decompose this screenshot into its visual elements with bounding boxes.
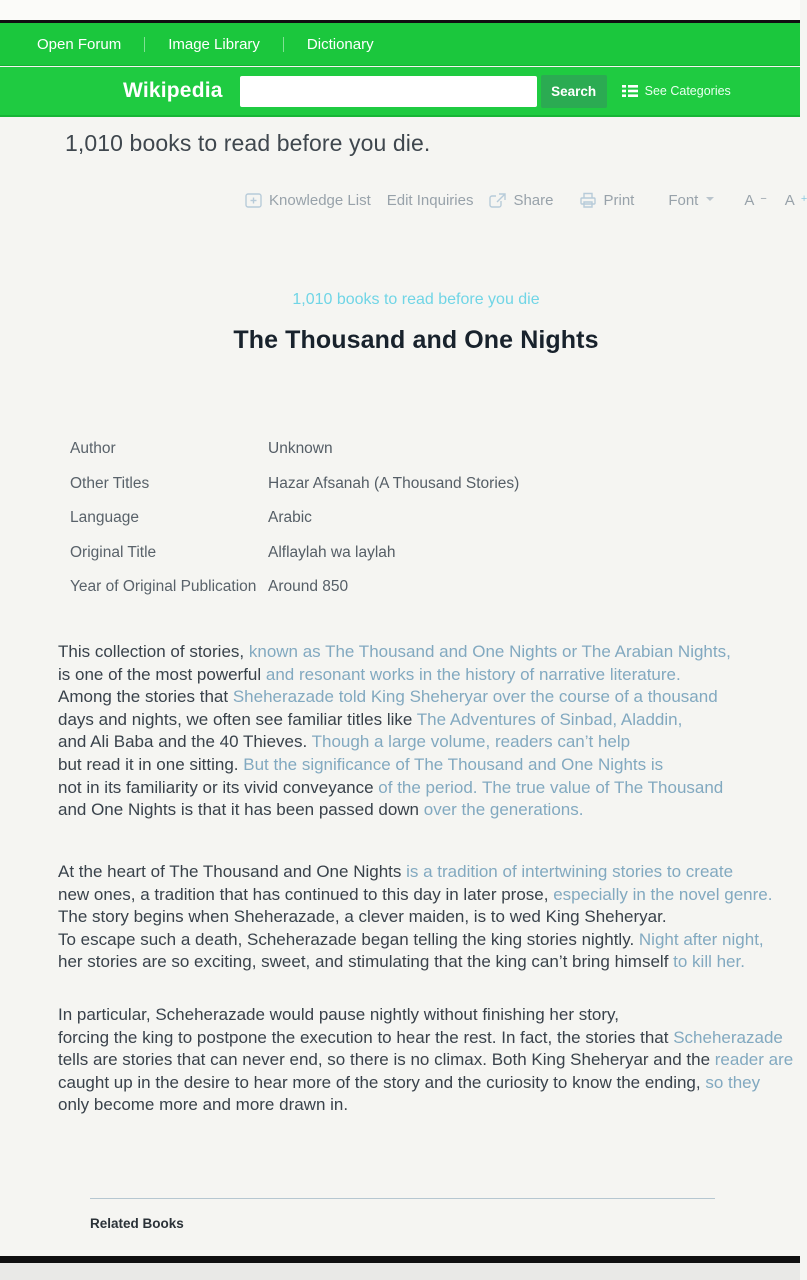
text-line — [58, 641, 770, 664]
highlighted-text: Scheherazade — [673, 1027, 783, 1047]
highlighted-text: The Adventures of Sinbad, Aladdin, — [416, 709, 683, 729]
text-line — [58, 731, 770, 754]
highlighted-text: especially in the novel genre. — [553, 884, 773, 904]
article-header — [30, 291, 802, 355]
font-label: Font — [668, 192, 699, 209]
highlighted-text: Sheherazade told King Sheheryar over the course of a thousand — [232, 687, 718, 707]
highlighted-text: is a tradition of intertwining stories to create — [406, 862, 734, 881]
text-line — [58, 1072, 770, 1095]
infobox-label: Other Titles — [70, 474, 150, 492]
series-link[interactable]: 1,010 books to read before you die — [292, 291, 540, 308]
highlighted-text: to kill her. — [673, 952, 745, 972]
text-line — [58, 777, 770, 800]
infobox-table — [0, 432, 760, 605]
paragraph-2 — [58, 861, 773, 974]
font-letter: A — [744, 192, 755, 209]
font-letter: A — [784, 192, 795, 209]
nav-divider — [144, 37, 145, 52]
knowledge-list-button[interactable] — [245, 192, 371, 209]
highlighted-text: reader are — [714, 1050, 794, 1070]
body-text: not in its familiarity or its vivid conveyance — [58, 777, 379, 797]
category-list-icon — [622, 84, 638, 98]
bottom-margin-strip — [0, 1263, 800, 1280]
body-text: This collection of stories, — [58, 642, 249, 661]
body-text: Among the stories that — [58, 687, 233, 707]
article-toolbar — [245, 192, 807, 209]
body-text: To escape such a death, Scheherazade began telling the king stories nightly. — [58, 929, 639, 949]
edit-inquiries-button[interactable] — [387, 192, 474, 209]
text-line — [58, 1094, 770, 1117]
share-button[interactable] — [489, 192, 553, 209]
body-text: is one of the most powerful — [58, 664, 266, 684]
footer-divider — [90, 1198, 715, 1199]
infobox-value: Unknown — [268, 440, 333, 458]
text-line — [58, 1049, 794, 1072]
body-text: but read it in one sitting. — [58, 754, 244, 774]
infobox-value: Alflaylah wa laylah — [268, 543, 396, 561]
infobox-label: Original Title — [70, 543, 157, 561]
body-text: only become more and more drawn in. — [58, 1095, 349, 1115]
text-line — [58, 1004, 770, 1027]
body-text: tells are stories that can never end, so there is no climax. Both King Sheheryar and the — [58, 1050, 715, 1070]
edit-inquiries-label: Edit Inquiries — [386, 192, 474, 209]
nav-item-dictionary[interactable]: Dictionary — [306, 35, 374, 53]
body-text: new ones, a tradition that has continued to this day in later prose, — [58, 884, 554, 904]
body-text: and Ali Baba and the 40 Thieves. — [58, 732, 312, 752]
search-button[interactable]: Search — [541, 75, 607, 108]
minus-glyph: − — [760, 192, 767, 205]
infobox-row — [0, 501, 760, 536]
share-icon — [489, 192, 507, 209]
text-line — [58, 1027, 783, 1050]
paragraph-3 — [58, 1004, 794, 1117]
top-margin-strip — [0, 0, 800, 20]
highlighted-text: Though a large volume, readers can’t help — [311, 732, 631, 752]
knowledge-list-label: Knowledge List — [269, 192, 371, 209]
search-input[interactable] — [240, 76, 537, 107]
nav-divider — [283, 37, 284, 52]
infobox-row — [0, 467, 760, 502]
bottom-border-bar — [0, 1256, 800, 1263]
font-larger-button[interactable] — [785, 192, 807, 209]
infobox-label: Year of Original Publication — [70, 578, 257, 596]
highlighted-text: so they — [705, 1072, 761, 1092]
infobox-row — [0, 536, 760, 571]
body-text: caught up in the desire to hear more of the story and the curiosity to know the ending, — [58, 1072, 706, 1092]
print-icon — [579, 192, 597, 209]
body-text: forcing the king to postpone the execution to hear the rest. In fact, the stories that — [58, 1027, 674, 1047]
print-label: Print — [603, 192, 635, 209]
related-books-heading: Related Books — [90, 1216, 184, 1231]
infobox-label: Author — [70, 440, 116, 458]
knowledge-list-icon — [245, 192, 263, 209]
body-text: The story begins when Sheherazade, a clever maiden, is to wed King Sheheryar. — [58, 907, 667, 927]
body-text: In particular, Scheherazade would pause nightly without finishing her story, — [58, 1005, 620, 1024]
text-line — [58, 686, 770, 709]
article-title: The Thousand and One Nights — [233, 326, 599, 354]
see-categories-label: See Categories — [644, 84, 731, 98]
share-label: Share — [513, 192, 554, 209]
text-line — [58, 799, 770, 822]
see-categories-button[interactable] — [622, 84, 731, 98]
infobox-value: Around 850 — [268, 578, 349, 596]
font-dropdown[interactable] — [668, 192, 714, 209]
wikipedia-logo[interactable]: Wikipedia — [123, 79, 223, 102]
infobox-row — [0, 432, 760, 467]
print-button[interactable] — [579, 192, 634, 209]
infobox-row — [0, 570, 760, 605]
font-smaller-button[interactable] — [744, 192, 766, 209]
nav-item-open-forum[interactable]: Open Forum — [37, 35, 122, 53]
body-text: days and nights, we often see familiar titles like — [58, 709, 417, 729]
infobox-label: Language — [70, 509, 139, 527]
top-nav — [0, 23, 800, 66]
highlighted-text: But the significance of The Thousand and One Nights is — [243, 754, 664, 774]
body-text: and One Nights is that it has been passed down — [58, 800, 424, 820]
text-line — [58, 884, 773, 907]
text-line — [58, 861, 770, 884]
paragraph-1 — [58, 641, 770, 822]
text-line — [58, 906, 770, 929]
highlighted-text: known as The Thousand and One Nights or The Arabian Nights, — [248, 642, 731, 661]
site-header — [0, 67, 800, 117]
text-line — [58, 951, 770, 974]
highlighted-text: and resonant works in the history of narrative literature. — [265, 664, 681, 684]
plus-glyph: + — [800, 192, 807, 205]
highlighted-text: over the generations. — [423, 800, 584, 820]
text-line — [58, 709, 770, 732]
chevron-down-icon — [706, 197, 714, 201]
nav-item-image-library[interactable]: Image Library — [168, 35, 260, 53]
infobox-value: Hazar Afsanah (A Thousand Stories) — [268, 474, 520, 492]
body-text: her stories are so exciting, sweet, and stimulating that the king can’t bring himself — [58, 952, 674, 972]
highlighted-text: Night after night, — [638, 929, 764, 949]
highlighted-text: of the period. The true value of The Thousand — [378, 777, 724, 797]
infobox-value: Arabic — [268, 509, 312, 527]
page-title: 1,010 books to read before you die. — [65, 130, 431, 156]
text-line — [58, 754, 770, 777]
text-line — [58, 929, 770, 952]
text-line — [58, 664, 770, 687]
body-text: At the heart of The Thousand and One Nights — [58, 862, 407, 881]
